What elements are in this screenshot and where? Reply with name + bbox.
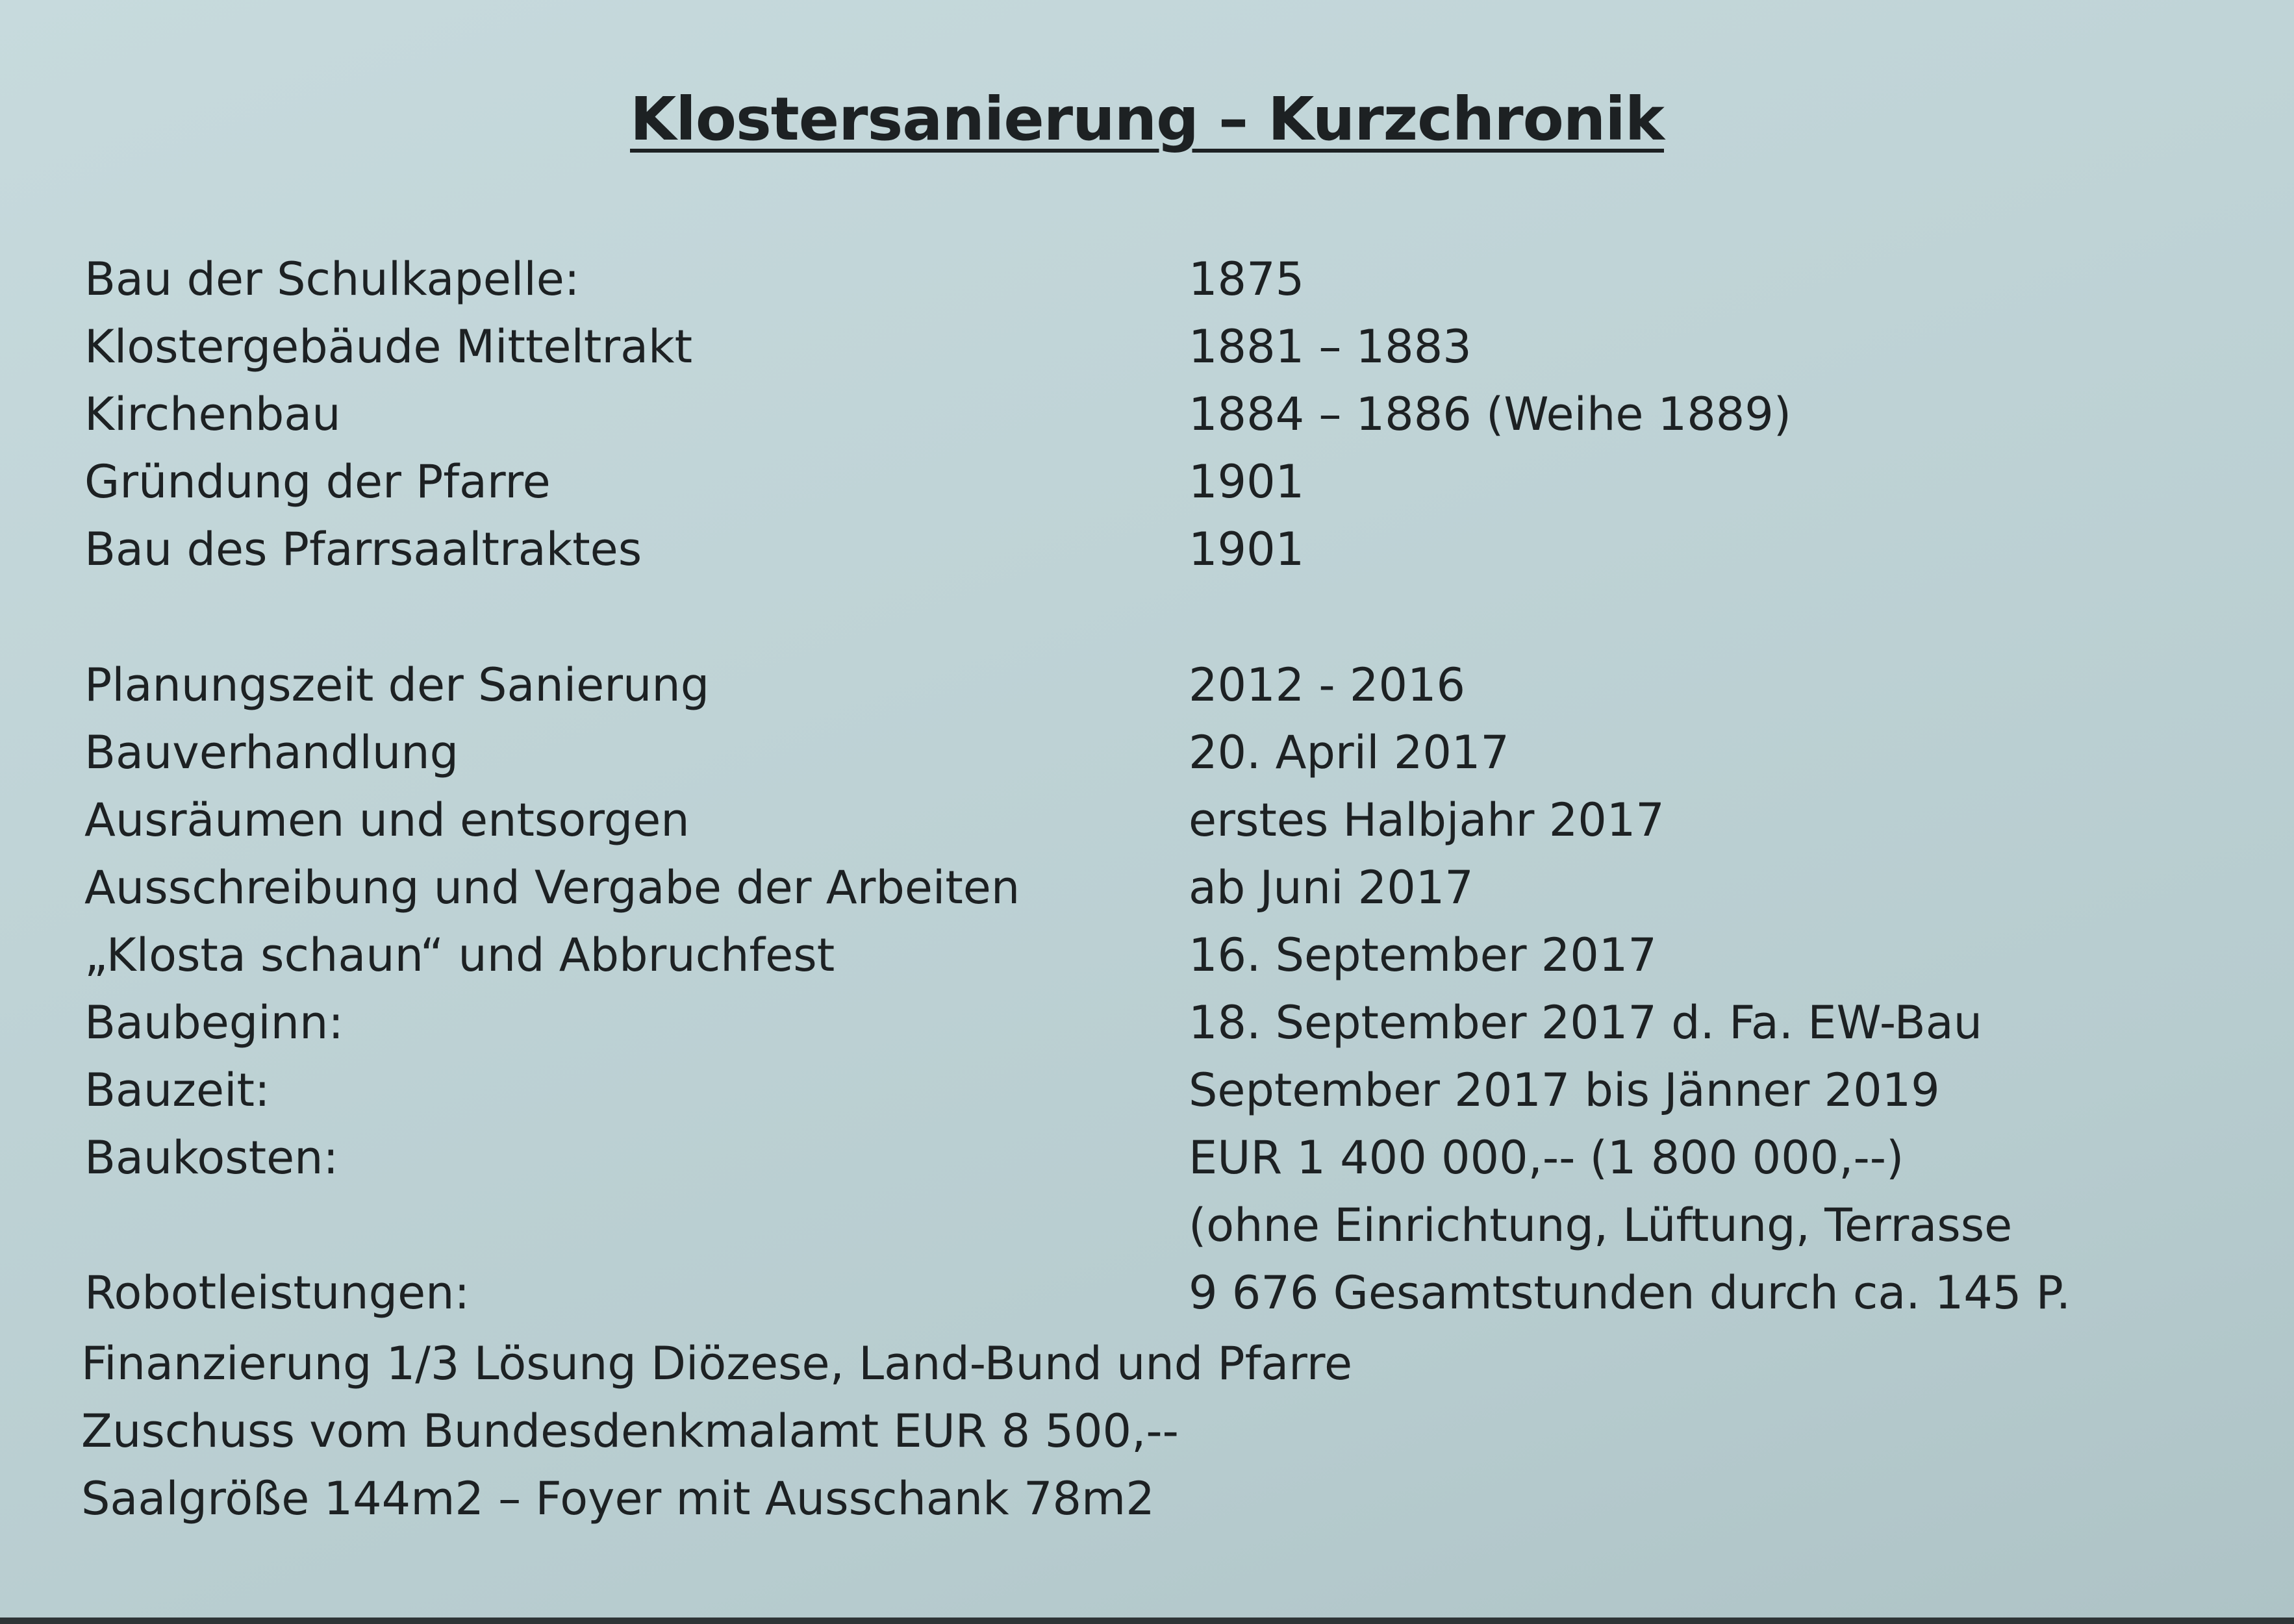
chronik-value-2: 1881 – 1883 xyxy=(1189,320,1472,373)
sanierung-value-8: EUR 1 400 000,-- (1 800 000,--) xyxy=(1189,1131,1904,1184)
sanierung-value-4: ab Juni 2017 xyxy=(1189,861,1474,914)
robot-label: Robotleistungen: xyxy=(84,1266,470,1319)
sanierung-value-2: 20. April 2017 xyxy=(1189,726,1509,779)
chronik-value-3: 1884 – 1886 (Weihe 1889) xyxy=(1189,388,1792,441)
sanierung-label-4: Ausschreibung und Vergabe der Arbeiten xyxy=(84,861,1020,914)
chronik-label-3: Kirchenbau xyxy=(84,388,341,441)
sanierung-label-2: Bauverhandlung xyxy=(84,726,459,779)
slide-title: Klostersanierung – Kurzchronik xyxy=(630,84,1664,154)
sanierung-label-8: Baukosten: xyxy=(84,1131,339,1184)
chronik-label-5: Bau des Pfarrsaaltraktes xyxy=(84,523,642,576)
sanierung-value-1: 2012 - 2016 xyxy=(1189,658,1466,712)
sanierung-label-3: Ausräumen und entsorgen xyxy=(84,793,690,847)
sanierung-value-7: September 2017 bis Jänner 2019 xyxy=(1189,1064,1940,1117)
chronik-value-1: 1875 xyxy=(1189,253,1305,306)
sanierung-label-7: Bauzeit: xyxy=(84,1064,270,1117)
chronik-value-4: 1901 xyxy=(1189,455,1305,508)
chronik-value-5: 1901 xyxy=(1189,523,1305,576)
chronik-label-2: Klostergebäude Mitteltrakt xyxy=(84,320,693,373)
bottom-edge xyxy=(0,1618,2294,1624)
robot-value: 9 676 Gesamtstunden durch ca. 145 P. xyxy=(1189,1266,2071,1319)
sanierung-value-6: 18. September 2017 d. Fa. EW-Bau xyxy=(1189,996,1982,1049)
sanierung-value-3: erstes Halbjahr 2017 xyxy=(1189,793,1665,847)
footer-line-3: Saalgröße 144m2 – Foyer mit Ausschank 78m2 xyxy=(81,1472,1155,1525)
baukosten-note: (ohne Einrichtung, Lüftung, Terrasse xyxy=(1189,1199,2013,1252)
sanierung-label-1: Planungszeit der Sanierung xyxy=(84,658,710,712)
chronik-label-4: Gründung der Pfarre xyxy=(84,455,551,508)
sanierung-label-6: Baubeginn: xyxy=(84,996,344,1049)
chronik-label-1: Bau der Schulkapelle: xyxy=(84,253,580,306)
sanierung-label-5: „Klosta schaun“ und Abbruchfest xyxy=(84,929,835,982)
sanierung-value-5: 16. September 2017 xyxy=(1189,929,1657,982)
footer-line-1: Finanzierung 1/3 Lösung Diözese, Land-Bund und Pfarre xyxy=(81,1337,1353,1390)
footer-line-2: Zuschuss vom Bundesdenkmalamt EUR 8 500,-- xyxy=(81,1405,1179,1458)
